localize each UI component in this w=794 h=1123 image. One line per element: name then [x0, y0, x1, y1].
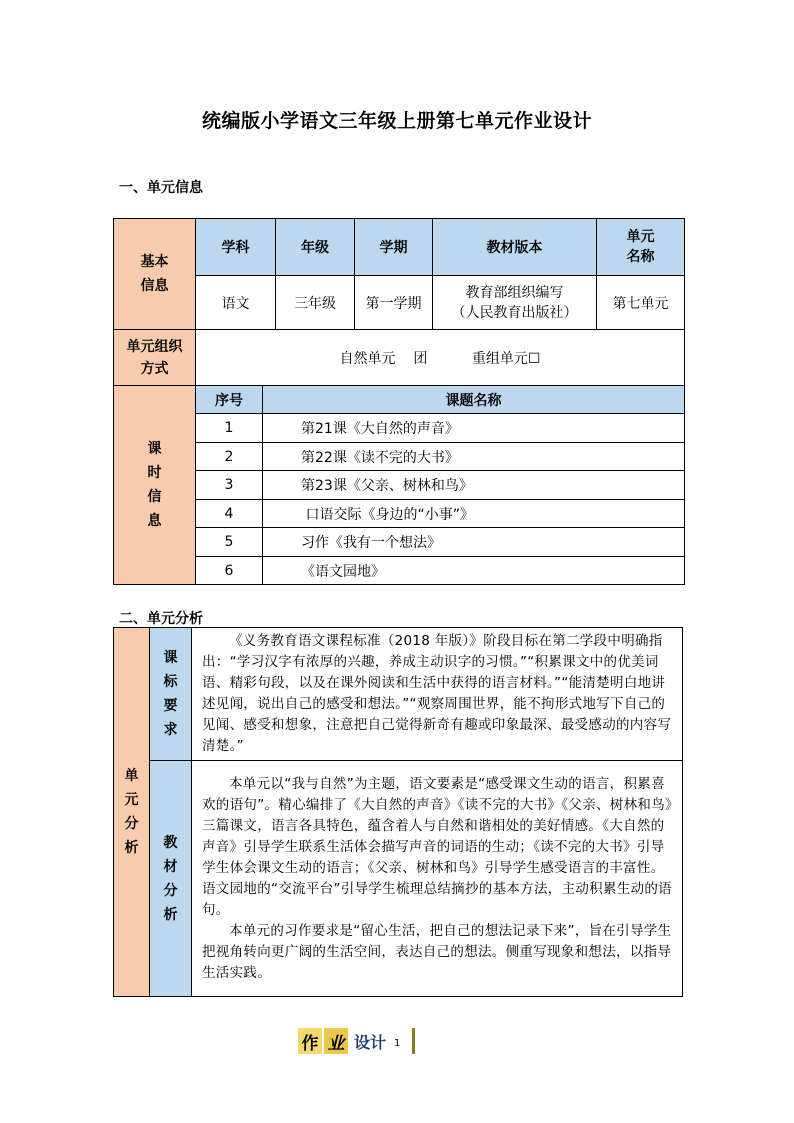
header-grade: 年级 [276, 219, 355, 276]
standards-text: 《义务教育语文课程标准（2018 年版）》阶段目标在第二学段中明确指出：“学习汉字有浓厚的兴趣，养成主动识字的习惯。”“积累课文中的优美词语、精彩句段，以及在课外阅读和生活中获得的语言材料。”“能清楚明白地讲述见闻，说出自己的感受和想法。”“观察周围世界，能不拘形式地写下自己的见闻、感受和想象，注意把自己觉得新奇有趣或印象最深、最受感动的内容写清楚。” [192, 628, 683, 761]
lesson-name: 第23课《父亲、树林和鸟》 [263, 471, 685, 500]
textbook-analysis-text [192, 761, 683, 997]
lesson-index: 1 [196, 414, 263, 443]
unit-analysis-table [113, 627, 683, 997]
header-unit-name: 单元 名称 [597, 219, 685, 276]
header-edition: 教材版本 [433, 219, 597, 276]
lesson-name: 《语文园地》 [263, 557, 685, 585]
value-unit-name: 第七单元 [597, 276, 685, 330]
value-grade: 三年级 [276, 276, 355, 330]
lesson-index: 4 [196, 500, 263, 528]
value-edition: 教育部组织编写 （人民教育出版社） [433, 276, 597, 330]
logo-char-zuo: 作 [298, 1028, 322, 1054]
lesson-index: 2 [196, 443, 263, 471]
lesson-index: 3 [196, 471, 263, 500]
page-number: 1 [394, 1037, 401, 1049]
document-title: 统编版小学语文三年级上册第七单元作业设计 [201, 110, 592, 132]
unit-analysis-label: 单 元 分 析 [114, 628, 150, 997]
header-term: 学期 [355, 219, 433, 276]
unit-org-label: 单元组织 方式 [114, 330, 196, 386]
value-subject: 语文 [196, 276, 276, 330]
lessons-label: 课 时 信 息 [114, 386, 196, 585]
lesson-index: 5 [196, 528, 263, 557]
basic-info-label: 基本 信息 [114, 219, 196, 330]
textbook-paragraph: 本单元的习作要求是“留心生活，把自己的想法记录下来”，旨在引导学生把视角转向更广阔的生活空间，表达自己的想法。侧重写现象和想法，以指导生活实践。 [202, 922, 672, 981]
logo-divider [412, 1028, 415, 1054]
unit-info-table [113, 218, 685, 386]
lesson-index: 6 [196, 557, 263, 585]
logo-text: 设计 1 [354, 1032, 401, 1052]
lesson-header-index: 序号 [196, 386, 263, 414]
footer-logo [298, 1028, 415, 1054]
lesson-name: 第22课《读不完的大书》 [263, 443, 685, 471]
section-heading-unit-analysis: 二、单元分析 [119, 611, 203, 627]
lesson-name: 习作《我有一个想法》 [263, 528, 685, 557]
logo-char-ye: 业 [324, 1028, 348, 1054]
header-subject: 学科 [196, 219, 276, 276]
value-term: 第一学期 [355, 276, 433, 330]
textbook-paragraph: 本单元以“我与自然”为主题，语文要素是“感受课文生动的语言，积累喜欢的语句”。精心编排了《大自然的声音》《读不完的大书》《父亲、树林和鸟》三篇课文，语言各具特色，蕴含着人与自然和谐相处的美好情感。《大自然的声音》引导学生联系生活体会描写声音的词语的生动；《读不完的大书》引导学生体会课文生动的语言；《父亲、树林和鸟》引导学生感受语言的丰富性。语文园地的“交流平台”引导学生梳理总结摘抄的基本方法，主动积累生动的语句。 [202, 775, 673, 918]
standards-label: 课 标 要 求 [150, 628, 192, 761]
lesson-name: 第21课《大自然的声音》 [263, 414, 685, 443]
unit-org-value: 自然单元 团 重组单元☐ [196, 330, 685, 386]
textbook-analysis-label: 教 材 分 析 [150, 761, 192, 997]
lesson-header-name: 课题名称 [263, 386, 685, 414]
lesson-name: 口语交际《身边的“小事”》 [263, 500, 685, 528]
lessons-table [113, 385, 685, 585]
section-heading-unit-info: 一、单元信息 [119, 180, 203, 196]
